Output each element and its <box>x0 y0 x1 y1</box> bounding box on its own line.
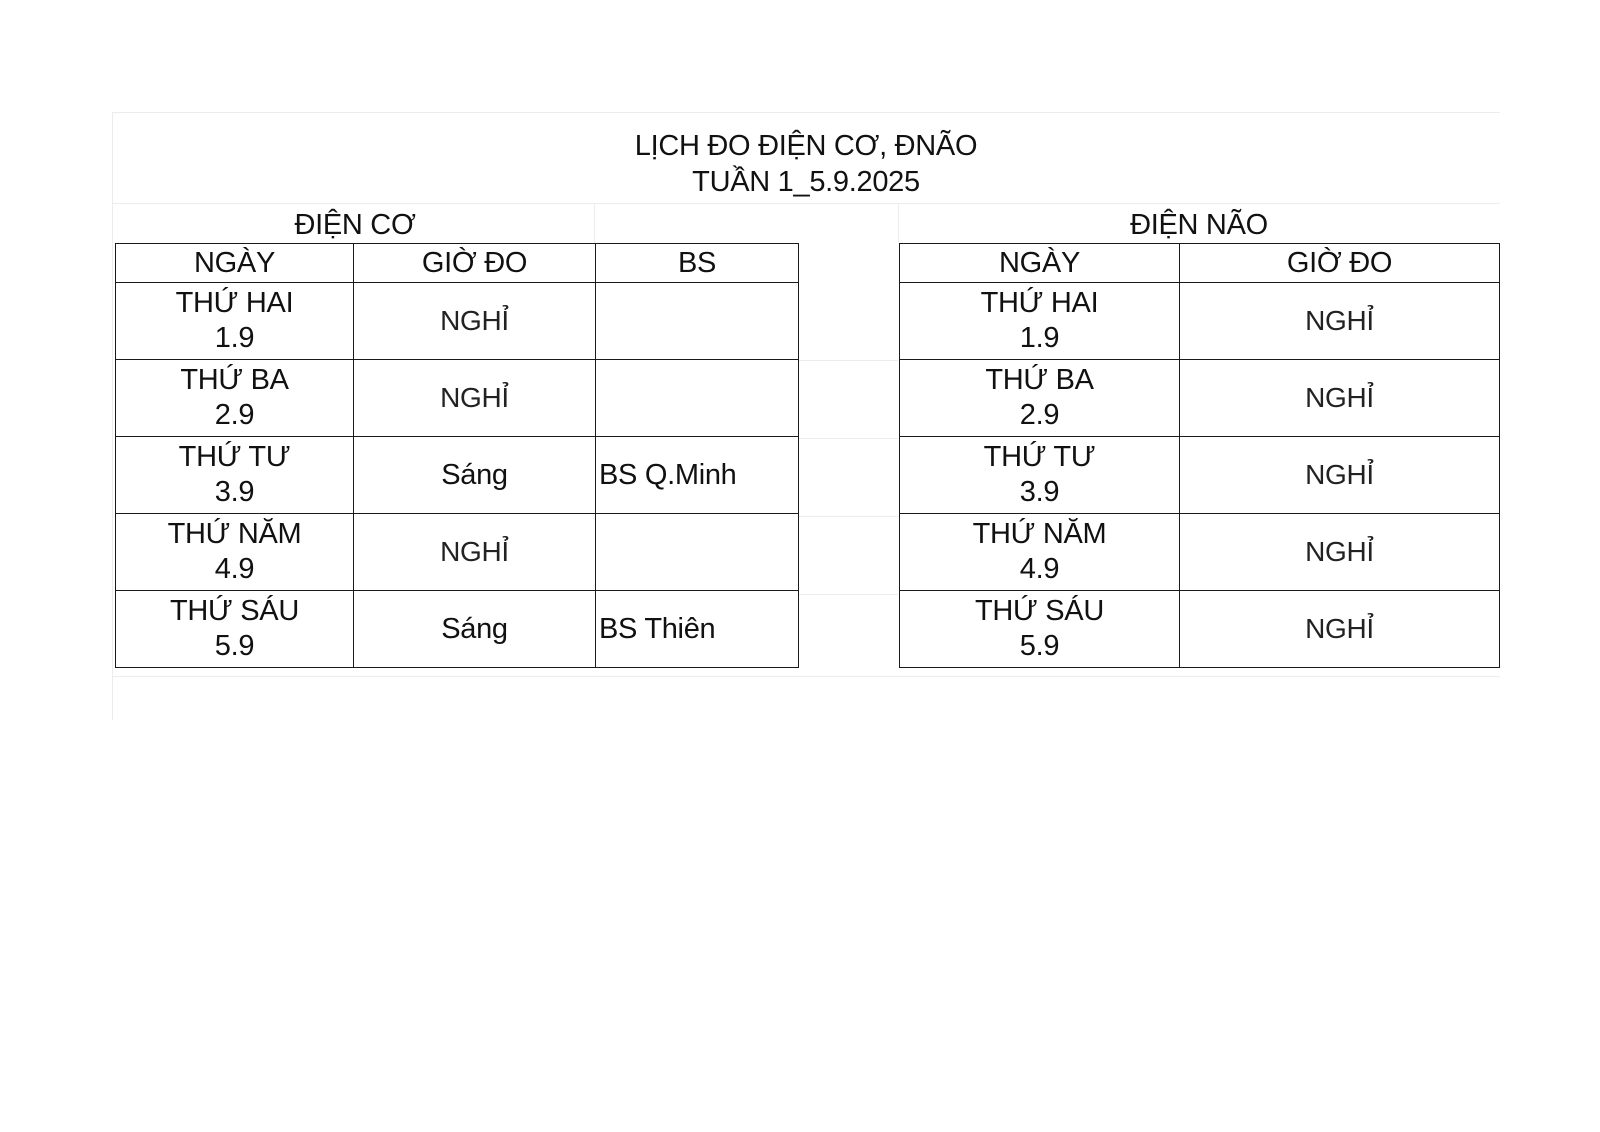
day-cell <box>900 514 1180 591</box>
dien-nao-table <box>899 243 1500 668</box>
time-cell: NGHỈ <box>354 283 596 360</box>
grid-line <box>112 112 1500 113</box>
day-name: THỨ HAI <box>980 287 1099 319</box>
time-cell: NGHỈ <box>1180 283 1500 360</box>
table-row <box>116 514 799 591</box>
grid-line <box>798 516 898 517</box>
header-day: NGÀY <box>900 244 1180 283</box>
doctor-cell <box>596 514 799 591</box>
day-name: THỨ BA <box>985 364 1094 396</box>
table-row <box>900 514 1500 591</box>
day-name: THỨ SÁU <box>169 595 299 627</box>
day-name: THỨ NĂM <box>167 518 302 550</box>
time-cell: NGHỈ <box>1180 591 1500 668</box>
doctor-cell <box>596 360 799 437</box>
section-label-dien-nao: ĐIỆN NÃO <box>1130 209 1268 241</box>
doctor-cell: BS Thiên <box>596 591 799 668</box>
grid-line <box>898 203 899 243</box>
day-cell <box>116 360 354 437</box>
table-row <box>900 360 1500 437</box>
grid-line <box>798 594 898 595</box>
table-row <box>116 283 799 360</box>
dien-co-table <box>115 243 799 668</box>
day-cell <box>900 283 1180 360</box>
time-cell: NGHỈ <box>354 514 596 591</box>
day-cell <box>116 283 354 360</box>
day-date: 2.9 <box>214 399 255 431</box>
day-date: 4.9 <box>214 553 255 585</box>
day-date: 2.9 <box>1019 399 1060 431</box>
time-cell: NGHỈ <box>1180 437 1500 514</box>
grid-line <box>798 360 898 361</box>
header-doctor: BS <box>596 244 799 283</box>
time-cell: NGHỈ <box>1180 514 1500 591</box>
table-row <box>116 360 799 437</box>
grid-line <box>112 112 113 720</box>
time-cell: NGHỈ <box>354 360 596 437</box>
page-title <box>114 128 1498 200</box>
header-time: GIỜ ĐO <box>1180 244 1500 283</box>
day-name: THỨ NĂM <box>972 518 1107 550</box>
time-cell: Sáng <box>354 437 596 514</box>
day-date: 3.9 <box>214 476 255 508</box>
table-row <box>116 437 799 514</box>
day-name: THỨ HAI <box>175 287 294 319</box>
table-row <box>116 591 799 668</box>
grid-line <box>112 203 1500 204</box>
day-cell <box>116 591 354 668</box>
grid-line <box>112 676 1500 677</box>
section-label-dien-co: ĐIỆN CƠ <box>294 209 416 241</box>
title-line-1: LỊCH ĐO ĐIỆN CƠ, ĐNÃO <box>634 130 978 162</box>
header-day: NGÀY <box>116 244 354 283</box>
day-date: 5.9 <box>1019 630 1060 662</box>
day-date: 5.9 <box>214 630 255 662</box>
table-row <box>900 591 1500 668</box>
time-cell: Sáng <box>354 591 596 668</box>
day-date: 3.9 <box>1019 476 1060 508</box>
title-line-2: TUẦN 1_5.9.2025 <box>692 166 920 198</box>
day-name: THỨ TƯ <box>178 441 291 473</box>
table-row <box>900 283 1500 360</box>
grid-line <box>798 438 898 439</box>
day-date: 1.9 <box>1019 322 1060 354</box>
time-cell: NGHỈ <box>1180 360 1500 437</box>
day-cell <box>900 437 1180 514</box>
table-row <box>900 437 1500 514</box>
table-header-row <box>900 244 1500 283</box>
day-cell <box>900 360 1180 437</box>
day-cell <box>900 591 1180 668</box>
day-cell <box>116 514 354 591</box>
day-name: THỨ TƯ <box>983 441 1096 473</box>
table-header-row <box>116 244 799 283</box>
day-date: 1.9 <box>214 322 255 354</box>
day-date: 4.9 <box>1019 553 1060 585</box>
day-name: THỨ SÁU <box>974 595 1104 627</box>
doctor-cell: BS Q.Minh <box>596 437 799 514</box>
doctor-cell <box>596 283 799 360</box>
day-cell <box>116 437 354 514</box>
day-name: THỨ BA <box>180 364 289 396</box>
header-time: GIỜ ĐO <box>354 244 596 283</box>
